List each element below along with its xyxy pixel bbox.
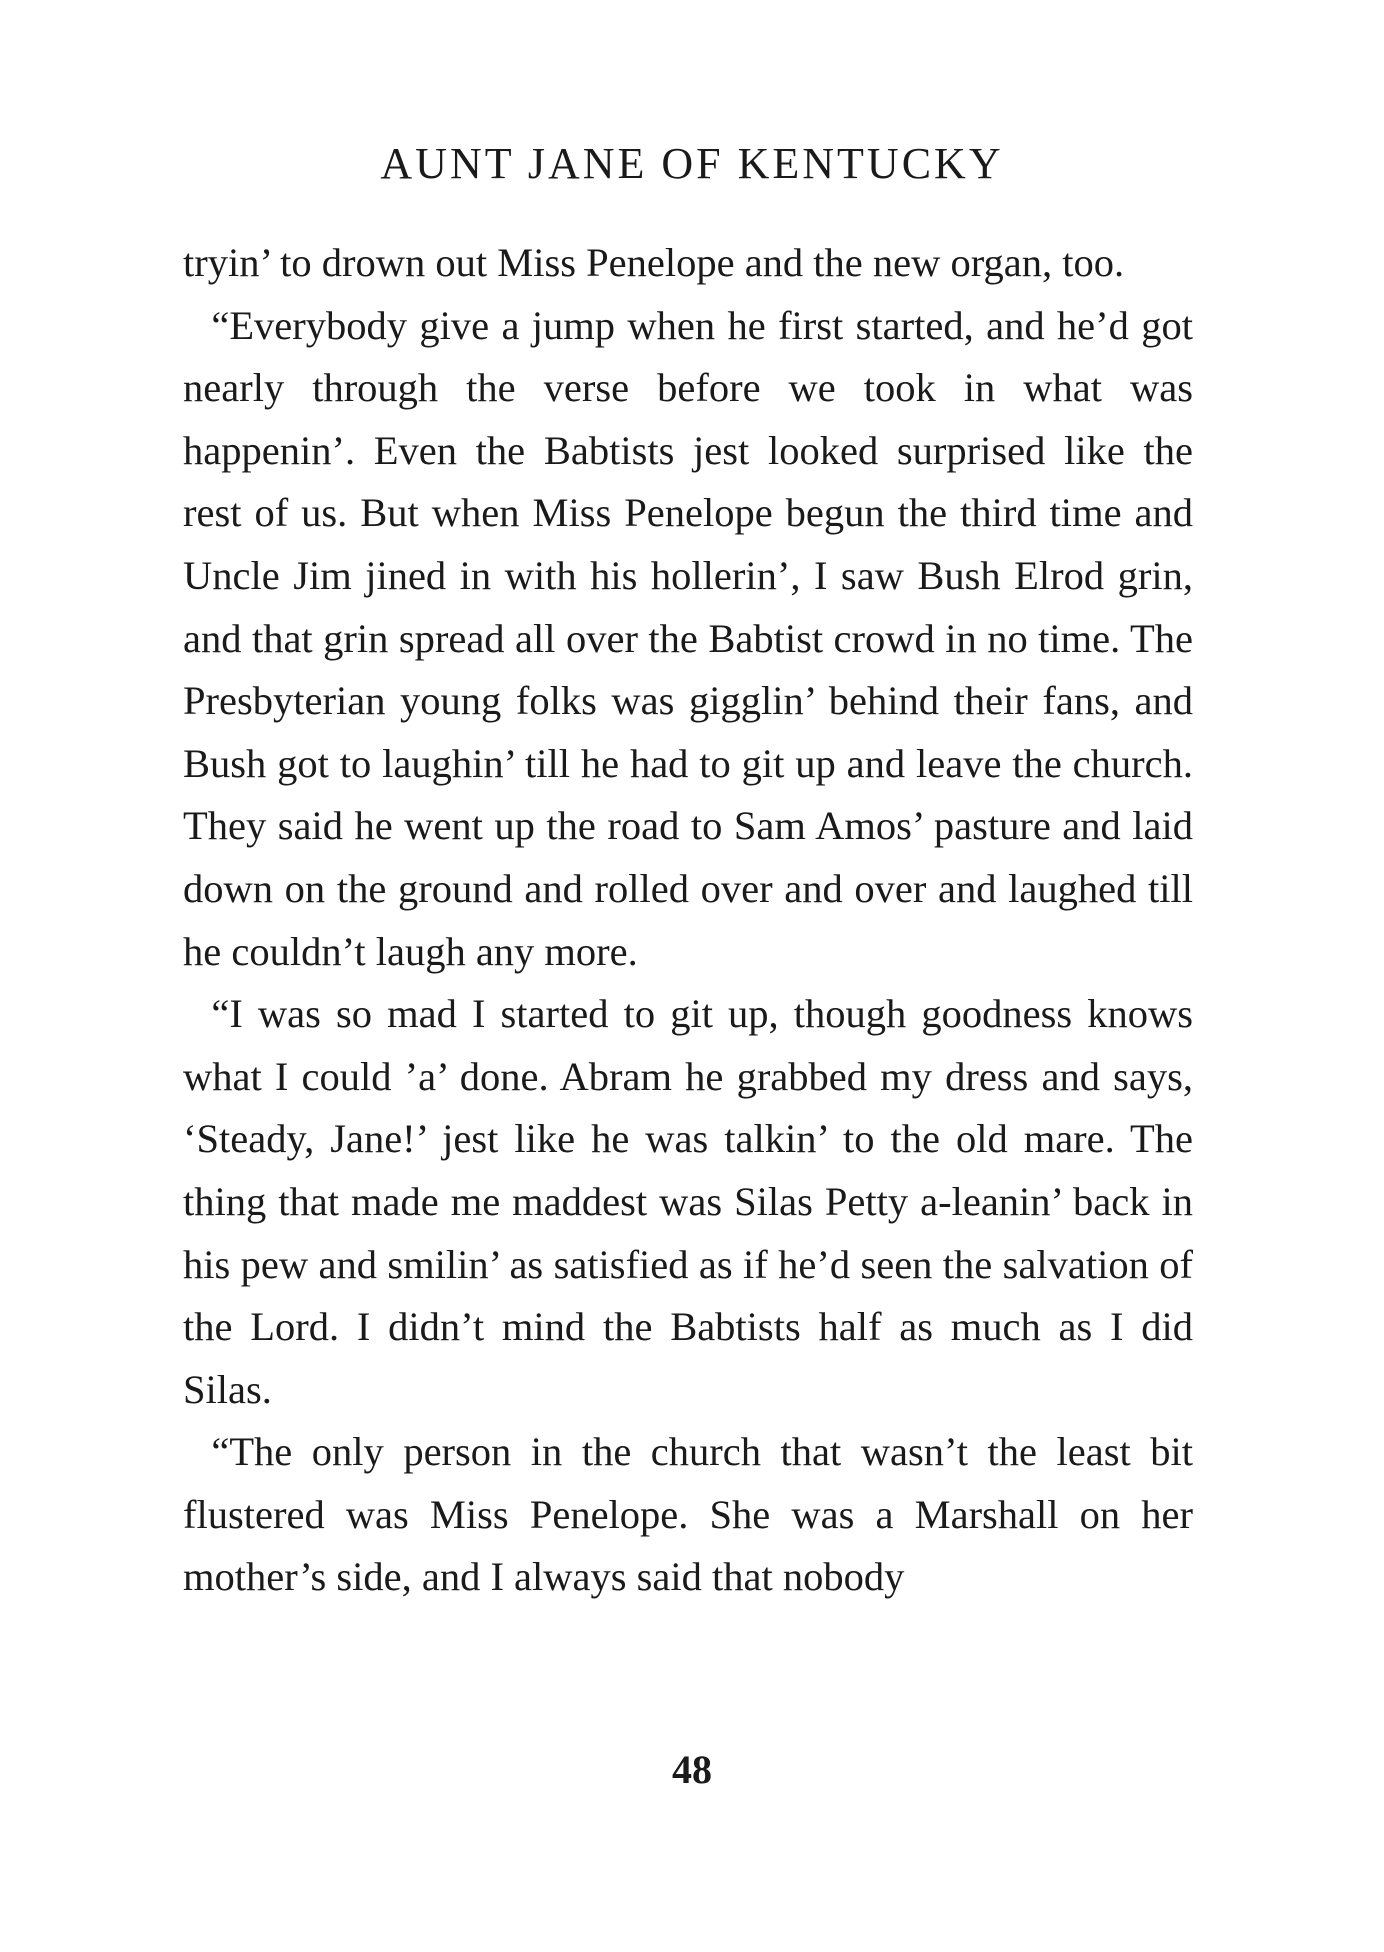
- page-number: 48: [672, 1747, 712, 1792]
- paragraph-continuation: tryin’ to drown out Miss Penelope and the new organ, too.: [183, 240, 1125, 285]
- paragraph: “Everybody give a jump when he first started, and he’d got nearly through the verse before we took in what was happenin’. Even the Babtists jest looked surprised like the rest of us. But when Miss Penelope begun the third time and Uncle Jim jined in with his hollerin’, I saw Bush Elrod grin, and that grin spread all over the Babtist crowd in no time. The Presbyterian young folks was gigglin’ behind their fans, and Bush got to laughin’ till he had to git up and leave the church. They said he went up the road to Sam Amos’ pasture and laid down on the ground and rolled over and over and laughed till he couldn’t laugh any more.: [183, 302, 1193, 974]
- body-text: [183, 232, 1193, 1609]
- paragraph: “I was so mad I started to git up, though goodness knows what I could ’a’ done. Abram he grabbed my dress and says, ‘Steady, Jane!’ jest like he was talkin’ to the old mare. The thing that made me maddest was Silas Petty a-leanin’ back in his pew and smilin’ as satisfied as if he’d seen the salvation of the Lord. I didn’t mind the Babtists half as much as I did Silas.: [183, 991, 1193, 1412]
- running-head: AUNT JANE OF KENTUCKY: [380, 139, 1004, 188]
- paragraph: “The only person in the church that wasn’t the least bit flustered was Miss Penelope. She was a Marshall on her mother’s side, and I always said that nobody: [183, 1429, 1193, 1600]
